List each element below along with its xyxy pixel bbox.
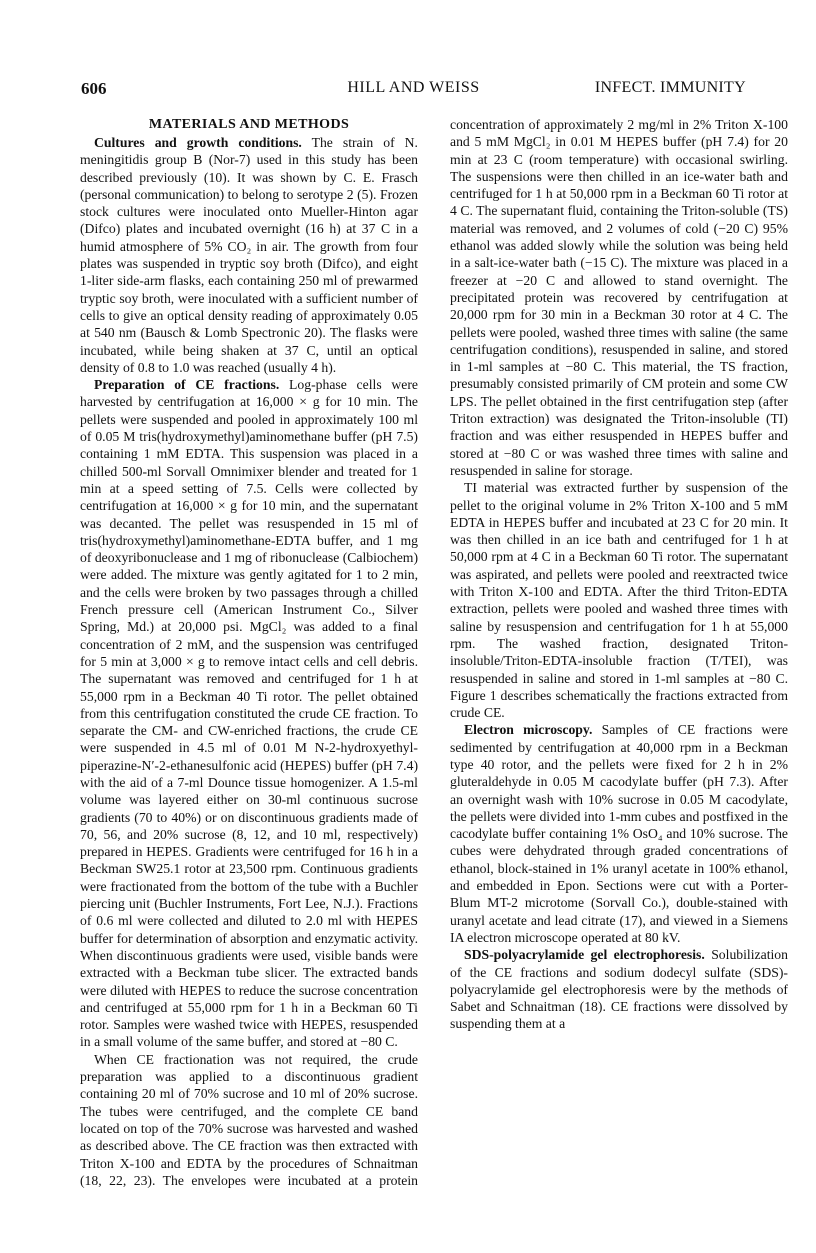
text-ti-extraction: TI material was extracted further by suspension of the pellet to the original volume in 2% Triton X-100 and 5 mM EDTA in HEPES buffer and incubated at 23 C for 20 min. It was then chilled in an ice bath and centrifuged for 1 h at 50,000 rpm at 4 C in a Beckman 60 Ti rotor. The supernatant was aspirated, and pellets were pooled and reextracted twice with Triton X-100 and EDTA. After the third Triton-EDTA extraction, pellets were pooled and washed three times with saline by resuspension and centrifugation for 1 h at 55,000 rpm. The washed fraction, designated Triton-insoluble/Triton-EDTA-insoluble fraction (T/TEI), was resuspended in saline and stored in 1-ml samples at −80 C. Figure 1 describes schematically the fractions extracted from crude CE. <box>450 480 788 721</box>
page-number: 606 <box>81 79 107 98</box>
journal-name: INFECT. IMMUNITY <box>594 79 746 96</box>
paragraph-sds-page <box>450 946 788 1032</box>
text-fractionation: When CE fractionation was not required, the crude preparation was applied to a discontinuous gradient containing 20 ml of 70% sucrose and 10 ml of 20% sucrose. The tubes were centrifuged, and the complete CE band located on top of the 70% sucrose was harvested and washed as described above. The CE fraction was then extracted with Triton X-100 and EDTA by the procedures of Schnaitman (18, 22, 23). The envelopes were incubated at a protein <box>80 1051 418 1188</box>
text-preparation: Log-phase cells were harvested by centrifugation at 16,000 × g for 10 min. The pellets were suspended and pooled in approximately 100 ml of 0.05 M tris(hydroxymethyl)aminomethane buffer (pH 7.5) containing 1 mM EDTA. This suspension was placed in a chilled 500-ml Sorvall Omnimixer blender and treated for 1 min at a speed setting of 7.5. Cells were collected by centrifugation at 16,000 × g for 10 min, and the supernatant was decanted. The pellet was resuspended in 15 ml of tris(hydroxymethyl)aminomethane-EDTA buffer, and 1 mg of deoxyribonuclease and 1 mg of ribonuclease (Calbiochem) were added. The mixture was gently agitated for 1 to 2 min, and the cells were broken by two passages through a chilled French pressure cell (American Instrument Co., Silver Spring, Md.) at 20,000 psi. MgCl₂ was added to a final concentration of 2 mM, and the suspension was centrifuged for 5 min at 3,000 × g to remove intact cells and cell debris. The supernatant was removed and centrifuged for 1 h at 55,000 rpm in a Beckman 40 Ti rotor. The pellet obtained from this centrifugation constituted the crude CE fraction. To separate the CM- and CW-enriched fractions, the crude CE were suspended in 4.5 ml of 0.01 M N-2-hydroxyethyl-piperazine-N′-2-ethanesulfonic acid (HEPES) buffer (pH 7.4) with the aid of a 7-ml Dounce tissue homogenizer. A 1.5-ml volume was layered either on 30-ml continuous sucrose gradients (70 to 40%) or on discontinuous gradients made of 70, 56, and 20% sucrose (8, 12, and 10 ml, respectively) prepared in HEPES. Gradients were centrifuged for 16 h in a Beckman SW25.1 rotor at 23,500 rpm. Continuous gradients were fractionated from the bottom of the tube with a Buchler piercing unit (Buchler Instruments, Fort Lee, N.J.). Fractions of 0.6 ml were collected and diluted to 2.0 ml with HEPES buffer for determination of absorption and enzymatic activity. When discontinuous gradients were used, visible bands were extracted with a Beckman tube slicer. The extracted bands were diluted with HEPES to reduce the sucrose concentration and centrifuged at 55,000 rpm for 1 h in a Beckman 60 Ti rotor. Samples were washed twice with HEPES, resuspended in a small volume of the same buffer, and stored at −80 C. <box>80 377 418 1050</box>
text-fractionation-continued: concentration of approximately 2 mg/ml in 2% Triton X-100 and 5 mM MgCl₂ in 0.01 M HEPES buffer (pH 7.4) for 20 min at 23 C (room temperature) with occasional swirling. The suspensions were then chilled in an ice-water bath and centrifuged for 1 h at 50,000 rpm in a Beckman 60 Ti rotor at 4 C. The supernatant fluid, containing the Triton-soluble (TS) material was removed, and 2 volumes of cold (−20 C) 95% ethanol was added slowly while the solution was being held in a salt-ice-water bath (−15 C). The mixture was placed in a freezer at −20 C and allowed to stand overnight. The precipitated protein was recovered by centrifugation at 20,000 rpm for 30 min in a Beckman 30 rotor at 4 C. The pellets were pooled, washed three times with saline (the same centrifugation conditions), resuspended in saline, and stored in 1-ml samples at −80 C. This material, the TS fraction, presumably consisted primarily of CM protein and some CW LPS. The pellet obtained in the first centrifugation step (after Triton extraction) was designated the Triton-insoluble (TI) fraction and was either resuspended in HEPES buffer and stored at −80 C or was washed three times with saline and resuspended in saline for storage. <box>450 117 788 478</box>
left-column <box>80 115 418 1195</box>
text-electron-microscopy: Samples of CE fractions were sedimented by centrifugation at 40,000 rpm in a Beckman type 40 rotor, and the pellets were fixed for 2 h in 2% gluteraldehyde in 0.05 M cacodylate buffer (pH 7.3). After an overnight wash with 10% sucrose in 0.05 M cacodylate, the pellets were divided into 1-mm cubes and postfixed in the cacodylate buffer containing 1% OsO₄ and 10% sucrose. The cubes were dehydrated through graded concentrations of ethanol, block-stained in 1% uranyl acetate in 100% ethanol, and embedded in Epon. Sections were cut with a Porter-Blum MT-2 microtome (Sorvall Co.), double-stained with uranyl acetate and lead citrate (17), and viewed in a Siemens IA electron microscope operated at 80 kV. <box>450 722 788 945</box>
heading-cultures: Cultures and growth conditions. <box>94 135 302 150</box>
paragraph-fractionation-continued <box>450 116 788 479</box>
text-sds-page: Solubilization of the CE fractions and sodium dodecyl sulfate (SDS)-polyacrylamide gel electrophoresis were by the methods of Sabet and Schnaitman (18). CE fractions were dissolved by suspending them at a <box>450 947 788 1032</box>
paragraph-preparation <box>80 376 418 1051</box>
paragraph-electron-microscopy <box>450 721 788 946</box>
paragraph-fractionation-start <box>80 1051 418 1189</box>
section-title: MATERIALS AND METHODS <box>148 117 350 132</box>
running-header <box>81 79 746 101</box>
paragraph-cultures <box>80 134 418 376</box>
running-authors: HILL AND WEISS <box>347 79 480 96</box>
right-column <box>450 116 788 1196</box>
paragraph-ti-extraction <box>450 479 788 721</box>
text-cultures: The strain of N. meningitidis group B (Nor-7) used in this study has been described previously (10). It was shown by C. E. Frasch (personal communication) to belong to serotype 2 (5). Frozen stock cultures were inoculated onto Mueller-Hinton agar (Difco) plates and incubated overnight (16 h) at 37 C in a humid atmosphere of 5% CO₂ in air. The growth from four plates was suspended in tryptic soy broth (Difco), and eight 1-liter side-arm flasks, each containing 250 ml of prewarmed tryptic soy broth, were inoculated with a sufficient number of cells to give an optical density reading of approximately 0.05 at 540 nm (Bausch & Lomb Spectronic 20). The flasks were incubated, while being shaken at 37 C, until an optical density of 0.8 to 1.0 was reached (usually 4 h). <box>80 135 418 375</box>
heading-sds-page: SDS-polyacrylamide gel electrophoresis. <box>464 947 705 963</box>
heading-electron-microscopy: Electron microscopy. <box>464 722 593 738</box>
heading-preparation: Preparation of CE fractions. <box>94 377 280 393</box>
